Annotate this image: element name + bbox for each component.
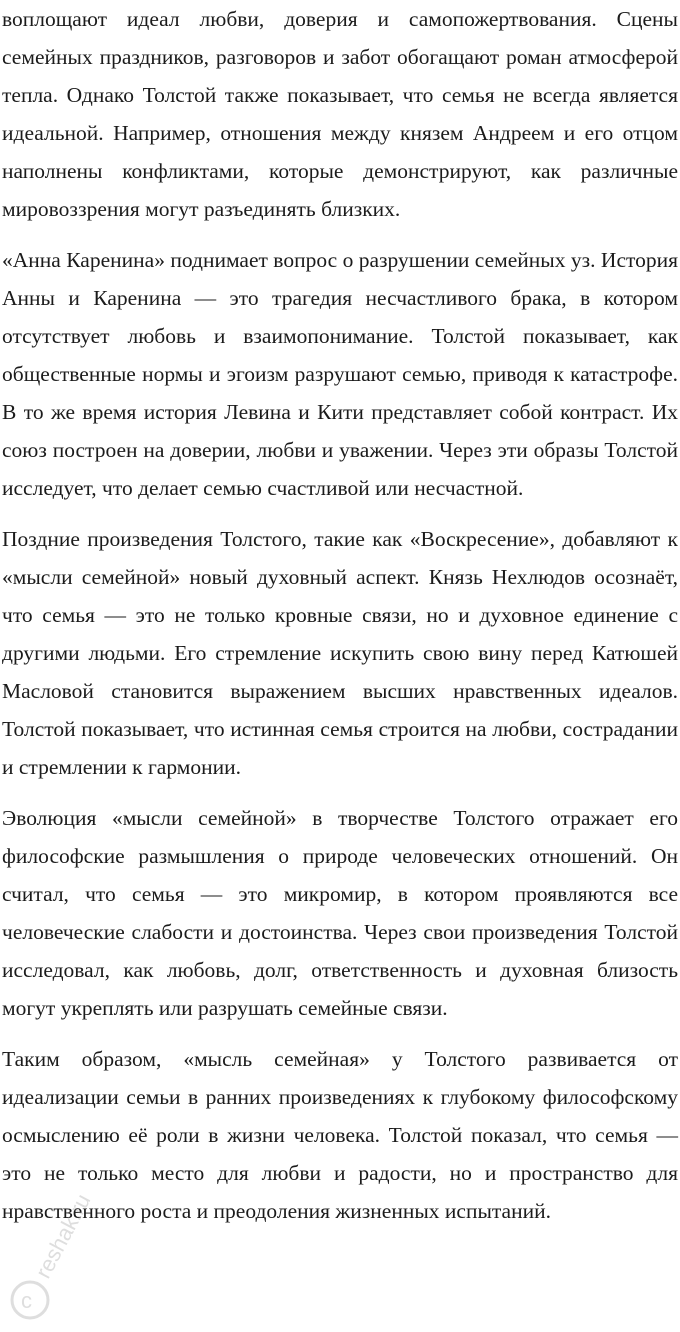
watermark-text: reshak.ru xyxy=(30,1189,96,1283)
paragraph-2: «Анна Каренина» поднимает вопрос о разрушении семейных уз. История Анны и Каренина — это трагедия несчастливого брака, в котором отсутствует любовь и взаимопонимание. Толстой показывает, как общественные нормы и эгоизм разрушают семью, приводя к катастрофе. В то же время история Левина и Кити представляет собой контраст. Их союз построен на доверии, любви и уважении. Через эти образы Толстой исследует, что делает семью счастливой или несчастной. xyxy=(2,248,678,500)
copyright-circle-icon xyxy=(12,1282,48,1318)
copyright-sign-icon: c xyxy=(21,1288,32,1313)
paragraph-3: Поздние произведения Толстого, такие как «Воскресение», добавляют к «мысли семейной» новый духовный аспект. Князь Нехлюдов осознаёт, что семья — это не только кровные связи, но и духовное единение с другими людьми. Его стремление искупить свою вину перед Катюшей Масловой становится выражением высших нравственных идеалов. Толстой показывает, что истинная семья строится на любви, сострадании и стремлении к гармонии. xyxy=(2,527,678,779)
paragraph-1: воплощают идеал любви, доверия и самопожертвования. Сцены семейных праздников, разговоров и забот обогащают роман атмосферой тепла. Однако Толстой также показывает, что семья не всегда является идеальной. Например, отношения между князем Андреем и его отцом наполнены конфликтами, которые демонстрируют, как различные мировоззрения могут разъединять близких. xyxy=(2,7,678,221)
paragraph-5: Таким образом, «мысль семейная» у Толстого развивается от идеализации семьи в ранних произведениях к глубокому философскому осмыслению её роли в жизни человека. Толстой показал, что семья — это не только место для любви и радости, но и пространство для нравственного роста и преодоления жизненных испытаний. xyxy=(2,1047,678,1223)
paragraph-4: Эволюция «мысли семейной» в творчестве Толстого отражает его философские размышления о природе человеческих отношений. Он считал, что семья — это микромир, в котором проявляются все человеческие слабости и достоинства. Через свои произведения Толстой исследовал, как любовь, долг, ответственность и духовная близость могут укреплять или разрушать семейные связи. xyxy=(2,806,678,1020)
